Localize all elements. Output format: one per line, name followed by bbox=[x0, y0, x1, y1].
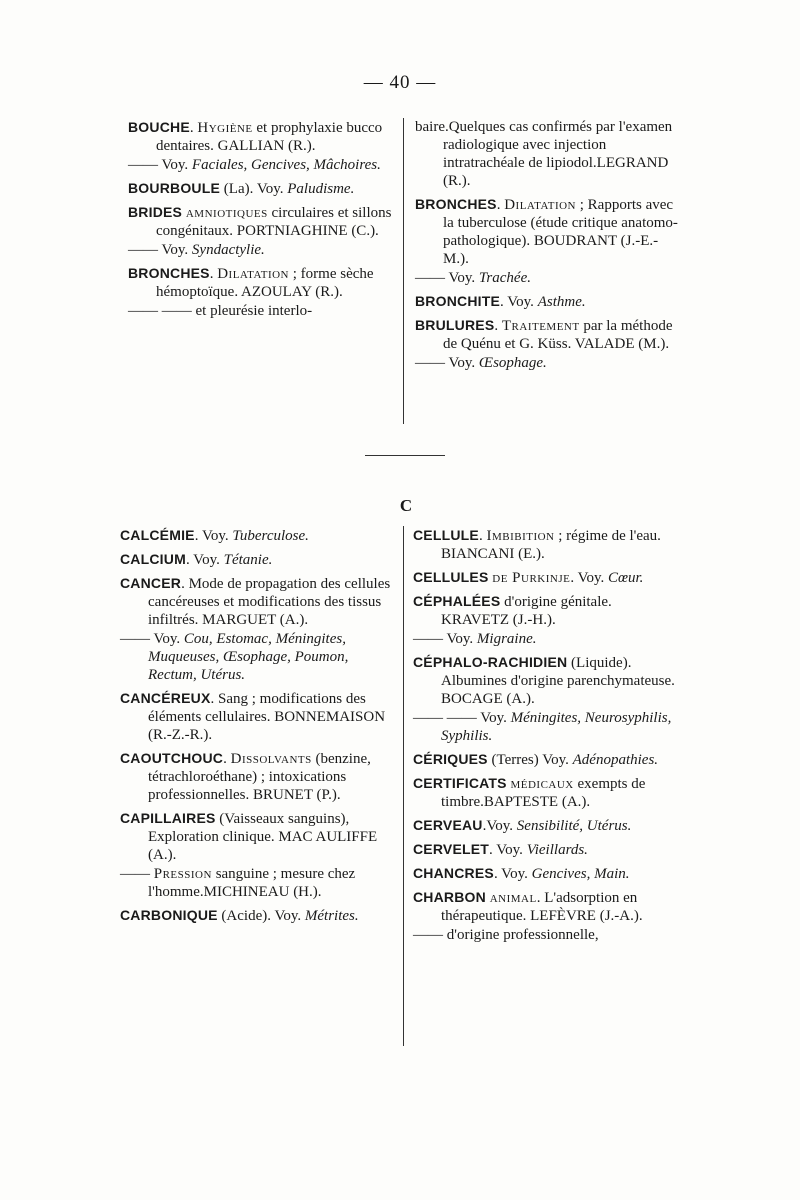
entry-text: . Voy. bbox=[194, 528, 233, 544]
entry-crossref: Sensibilité, Utérus. bbox=[516, 818, 632, 834]
entry-crossref: Asthme. bbox=[537, 294, 586, 310]
continuation-dash: —— bbox=[120, 866, 150, 882]
index-entry-calcium bbox=[120, 550, 392, 569]
continuation-dash: —— —— bbox=[413, 710, 477, 726]
entry-smallcaps: Pression bbox=[153, 866, 212, 882]
entry-text: (Acide). Voy. bbox=[217, 908, 305, 924]
entry-heading: BRIDES bbox=[128, 204, 183, 220]
entry-text: . bbox=[496, 197, 505, 213]
entry-text: et prophylaxie bucco dentaires. GALLIAN (R.). bbox=[156, 120, 383, 154]
index-entry-cancer bbox=[120, 574, 392, 629]
entry-smallcaps: animal bbox=[489, 890, 537, 906]
entry-heading: BRONCHES bbox=[128, 265, 210, 281]
entry-crossref: Méningites, Neurosyphilis, Syphilis. bbox=[441, 710, 672, 744]
entry-text: circulaires et sillons congénitaux. PORTNIAGHINE (C.). bbox=[156, 205, 392, 239]
index-entry-cephalo-voy bbox=[413, 709, 683, 745]
entry-crossref: Trachée. bbox=[478, 270, 531, 286]
entry-text: d'origine professionnelle, bbox=[443, 927, 599, 943]
entry-text: . Sang ; modifications des éléments cellulaires. BONNEMAISON (R.-Z.-R.). bbox=[148, 691, 386, 743]
entry-text: (Vaisseaux sanguins), Exploration clinique. MAC AULIFFE (A.). bbox=[148, 811, 378, 863]
column-c-right bbox=[413, 526, 683, 949]
column-c-left bbox=[120, 526, 392, 930]
index-entry-certificats bbox=[413, 774, 683, 811]
index-entry-bronches2 bbox=[415, 195, 679, 268]
entry-crossref: Adénopathies. bbox=[572, 752, 659, 768]
index-entry-cervelet bbox=[413, 840, 683, 859]
index-entry-bouche bbox=[128, 118, 392, 155]
index-entry-bouche-voy bbox=[128, 156, 392, 174]
index-entry-carbonique bbox=[120, 906, 392, 925]
index-entry-ceriques bbox=[413, 750, 683, 769]
entry-text: . L'adsorption en thérapeutique. LEFÈVRE (J.-A.). bbox=[441, 890, 643, 924]
entry-text: . bbox=[494, 318, 502, 334]
entry-crossref: Paludisme. bbox=[287, 181, 355, 197]
entry-smallcaps: Dilatation bbox=[504, 197, 576, 213]
entry-text: . bbox=[189, 120, 198, 136]
entry-text: (Liquide). Albumines d'origine parenchymateuse. BOCAGE (A.). bbox=[441, 655, 675, 707]
entry-smallcaps: Traitement bbox=[501, 318, 580, 334]
entry-crossref: Cœur. bbox=[608, 570, 644, 586]
entry-text: . Voy. bbox=[500, 294, 538, 310]
entry-text: par la méthode de Quénu et G. Küss. VALADE (M.). bbox=[443, 318, 673, 352]
index-entry-brulures-voy bbox=[415, 354, 679, 372]
entry-heading: CÉPHALO-RACHIDIEN bbox=[413, 654, 568, 670]
entry-heading: CAOUTCHOUC bbox=[120, 750, 224, 766]
index-entry-capillaires bbox=[120, 809, 392, 864]
index-entry-bronches1-c bbox=[128, 302, 392, 320]
column-b-right bbox=[415, 118, 679, 377]
entry-crossref: Cou, Estomac, Méningites, Muqueuses, Œsophage, Poumon, Rectum, Utérus. bbox=[148, 631, 349, 683]
entry-heading: CAPILLAIRES bbox=[120, 810, 216, 826]
entry-heading: CALCÉMIE bbox=[120, 527, 195, 543]
entry-text: (Terres) Voy. bbox=[487, 752, 573, 768]
entry-text: . bbox=[223, 751, 231, 767]
entry-text: Voy. bbox=[445, 270, 479, 286]
entry-smallcaps: Hygiène bbox=[197, 120, 253, 136]
entry-text: ; forme sèche hémoptoïque. AZOULAY (R.). bbox=[156, 266, 374, 300]
entry-heading: BOUCHE bbox=[128, 119, 190, 135]
entry-smallcaps: de Purkinje bbox=[492, 570, 571, 586]
entry-crossref: Vieillards. bbox=[526, 842, 588, 858]
entry-heading: CÉRIQUES bbox=[413, 751, 488, 767]
entry-heading: CELLULES bbox=[413, 569, 489, 585]
index-entry-bourboule bbox=[128, 179, 392, 198]
entry-text: baire.Quelques cas confirmés par l'examen radiologique avec injection intratrachéale de lipiodol.LEGRAND (R.). bbox=[415, 119, 673, 189]
index-entry-brulures bbox=[415, 316, 679, 353]
entry-crossref: Tuberculose. bbox=[232, 528, 309, 544]
entry-text: Voy. bbox=[443, 631, 477, 647]
entry-crossref: Métrites. bbox=[304, 908, 359, 924]
entry-text: et pleurésie interlo- bbox=[191, 303, 313, 319]
index-entry-cephalees bbox=[413, 592, 683, 629]
entry-heading: CANCÉREUX bbox=[120, 690, 211, 706]
entry-text: . Mode de propagation des cellules cancéreuses et modifications des tissus infiltrés. MARGUET (A.). bbox=[148, 576, 391, 628]
entry-text: . Voy. bbox=[493, 866, 532, 882]
entry-text: exempts de timbre.BAPTESTE (A.). bbox=[441, 776, 646, 810]
entry-text: (benzine, tétrachloroéthane) ; intoxications professionnelles. BRUNET (P.). bbox=[148, 751, 371, 803]
entry-text: .Voy. bbox=[482, 818, 517, 834]
entry-text: Voy. bbox=[445, 355, 479, 371]
entry-crossref: Tétanie. bbox=[223, 552, 273, 568]
entry-smallcaps: Dilatation bbox=[217, 266, 289, 282]
entry-heading: CERVEAU bbox=[413, 817, 483, 833]
entry-text: (La). Voy. bbox=[220, 181, 288, 197]
page-number: — 40 — bbox=[363, 72, 437, 93]
entry-text: ; régime de l'eau. BIANCANI (E.). bbox=[441, 528, 661, 562]
entry-text: . bbox=[478, 528, 487, 544]
continuation-dash: —— bbox=[413, 927, 443, 943]
entry-heading: CÉPHALÉES bbox=[413, 593, 501, 609]
entry-heading: CERTIFICATS bbox=[413, 775, 507, 791]
index-entry-charbon bbox=[413, 888, 683, 925]
entry-crossref: Œsophage. bbox=[478, 355, 547, 371]
index-entry-cerveau bbox=[413, 816, 683, 835]
index-entry-cephalo bbox=[413, 653, 683, 708]
index-entry-cancer-voy bbox=[120, 630, 392, 684]
entry-smallcaps: Dissolvants bbox=[230, 751, 312, 767]
continuation-dash: —— bbox=[415, 270, 445, 286]
entry-text: ; Rapports avec la tuberculose (étude critique anatomo-pathologique). BOUDRANT (J.-E.-M.). bbox=[443, 197, 678, 267]
entry-text: Voy. bbox=[476, 710, 511, 726]
entry-text: Voy. bbox=[158, 157, 192, 173]
entry-text: d'origine génitale. KRAVETZ (J.-H.). bbox=[441, 594, 612, 628]
continuation-dash: —— —— bbox=[128, 303, 192, 319]
entry-heading: BOURBOULE bbox=[128, 180, 221, 196]
index-entry-charbon-c bbox=[413, 926, 683, 944]
entry-text: . Voy. bbox=[570, 570, 608, 586]
entry-text: . Voy. bbox=[185, 552, 224, 568]
entry-text: Voy. bbox=[158, 242, 192, 258]
entry-heading: BRULURES bbox=[415, 317, 495, 333]
section-letter: C bbox=[399, 496, 413, 515]
index-entry-bronches1 bbox=[128, 264, 392, 301]
index-entry-chancres bbox=[413, 864, 683, 883]
entry-crossref: Migraine. bbox=[476, 631, 537, 647]
entry-heading: CHANCRES bbox=[413, 865, 494, 881]
continuation-dash: —— bbox=[128, 157, 158, 173]
continuation-dash: —— bbox=[415, 355, 445, 371]
entry-smallcaps: Imbibition bbox=[486, 528, 555, 544]
entry-text: Voy. bbox=[150, 631, 184, 647]
entry-crossref: Syndactylie. bbox=[191, 242, 265, 258]
entry-heading: BRONCHITE bbox=[415, 293, 501, 309]
entry-heading: BRONCHES bbox=[415, 196, 497, 212]
continuation-dash: —— bbox=[120, 631, 150, 647]
index-entry-brides bbox=[128, 203, 392, 240]
entry-heading: CARBONIQUE bbox=[120, 907, 218, 923]
column-divider-b bbox=[403, 118, 404, 424]
index-entry-bronchite bbox=[415, 292, 679, 311]
continuation-dash: —— bbox=[128, 242, 158, 258]
index-entry-bronches2-voy bbox=[415, 269, 679, 287]
entry-heading: CERVELET bbox=[413, 841, 490, 857]
entry-crossref: Gencives, Main. bbox=[531, 866, 630, 882]
entry-text: . Voy. bbox=[489, 842, 527, 858]
index-entry-cephalees-voy bbox=[413, 630, 683, 648]
entry-smallcaps: amniotiques bbox=[185, 205, 268, 221]
index-entry-bronches1-cont bbox=[415, 118, 679, 190]
entry-heading: CALCIUM bbox=[120, 551, 186, 567]
index-entry-capillaires-c bbox=[120, 865, 392, 901]
column-divider-c bbox=[403, 526, 404, 1046]
entry-heading: CHARBON bbox=[413, 889, 486, 905]
entry-crossref: Faciales, Gencives, Mâchoires. bbox=[191, 157, 381, 173]
entry-heading: CELLULE bbox=[413, 527, 479, 543]
index-entry-cancereux bbox=[120, 689, 392, 744]
entry-heading: CANCER bbox=[120, 575, 182, 591]
entry-smallcaps: médicaux bbox=[510, 776, 574, 792]
section-divider bbox=[365, 455, 445, 456]
index-entry-brides-voy bbox=[128, 241, 392, 259]
continuation-dash: —— bbox=[413, 631, 443, 647]
entry-text: . bbox=[209, 266, 218, 282]
index-entry-calcemie bbox=[120, 526, 392, 545]
index-entry-caoutchouc bbox=[120, 749, 392, 804]
column-b-left bbox=[128, 118, 392, 325]
index-entry-cellule bbox=[413, 526, 683, 563]
index-entry-cellules bbox=[413, 568, 683, 587]
entry-text: sanguine ; mesure chez l'homme.MICHINEAU (H.). bbox=[148, 866, 356, 900]
